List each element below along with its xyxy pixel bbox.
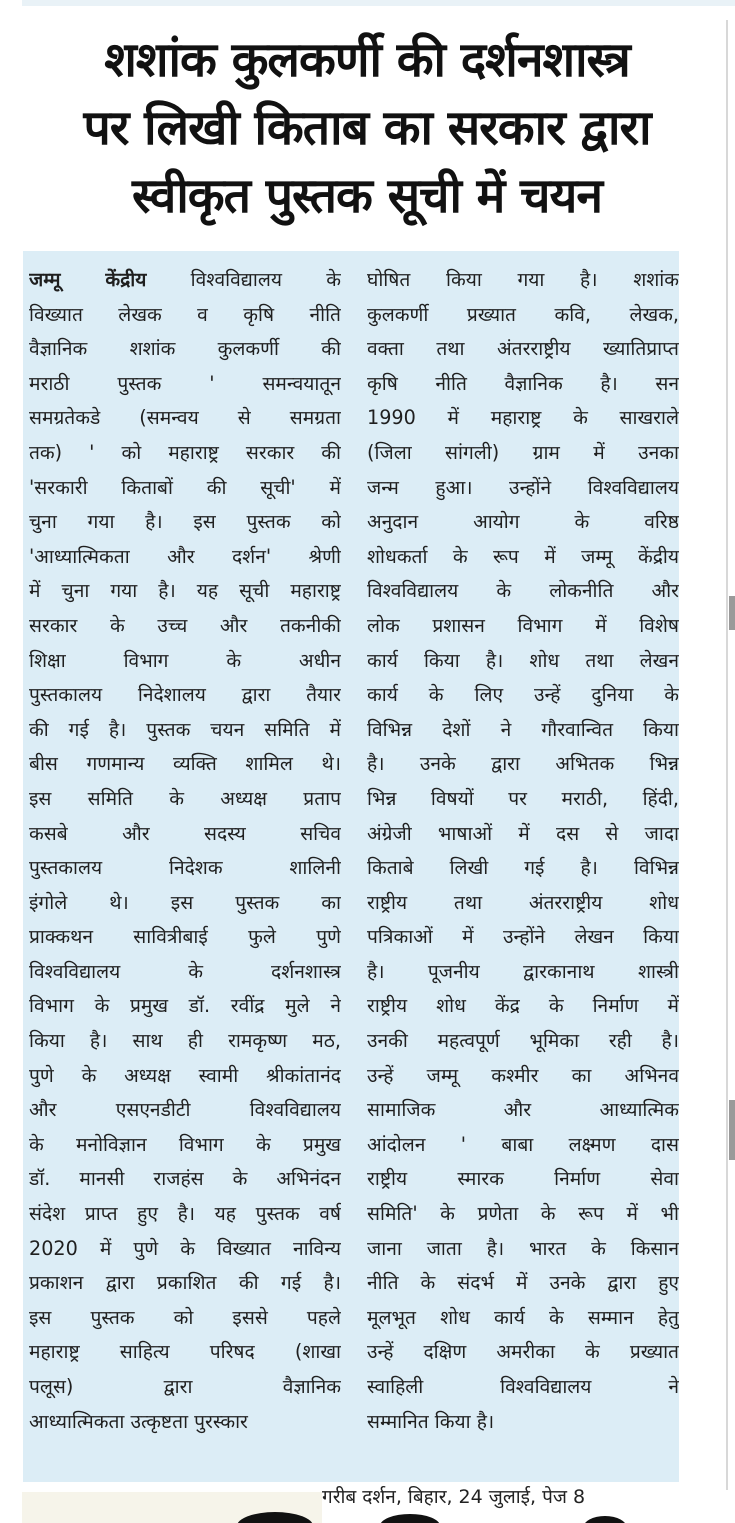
article-line: 2020 में पुणे के विख्यात नाविन्य	[29, 1236, 341, 1260]
adjacent-article-fragment	[729, 1100, 735, 1160]
article-line: घोषित किया गया है। शशांक	[367, 268, 679, 291]
article-line: किताबे लिखी गई है। विभिन्न	[367, 856, 679, 880]
headline-line-2: पर लिखी किताब का सरकार द्वारा	[83, 100, 651, 156]
article-line: 'सरकारी किताबों की सूची' में	[29, 475, 341, 499]
article-line: वक्ता तथा अंतरराष्ट्रीय ख्यातिप्राप्त	[367, 337, 679, 361]
article-line: भिन्न विषयों पर मराठी, हिंदी,	[367, 786, 679, 810]
article-line: के मनोविज्ञान विभाग के प्रमुख	[29, 1132, 341, 1156]
headline-line-3: स्वीकृत पुस्तक सूची में चयन	[131, 168, 603, 224]
article-line: इस समिति के अध्यक्ष प्रताप	[29, 786, 341, 810]
article-body	[23, 251, 679, 1482]
article-line: वैज्ञानिक शशांक कुलकर्णी की	[29, 337, 341, 361]
source-caption: गरीब दर्शन, बिहार, 24 जुलाई, पेज 8	[322, 1486, 586, 1508]
article-line: है। पूजनीय द्वारकानाथ शास्त्री	[367, 959, 679, 983]
article-line: राष्ट्रीय तथा अंतरराष्ट्रीय शोध	[367, 890, 679, 914]
article-line: अंग्रेजी भाषाओं में दस से जादा	[367, 821, 679, 845]
article-line: राष्ट्रीय स्मारक निर्माण सेवा	[367, 1167, 679, 1191]
article-line: विभाग के प्रमुख डॉ. रवींद्र मुले ने	[29, 994, 341, 1018]
article-line: शिक्षा विभाग के अधीन	[29, 648, 341, 672]
article-line: कसबे और सदस्य सचिव	[29, 821, 341, 845]
article-line: में चुना गया है। यह सूची महाराष्ट्र	[29, 579, 341, 603]
article-line: विश्वविद्यालय के लोकनीति और	[367, 579, 679, 603]
article-line: की गई है। पुस्तक चयन समिति में	[29, 717, 341, 741]
article-right-column	[367, 263, 679, 1439]
article-line: मूलभूत शोध कार्य के सम्मान हेतु	[367, 1305, 679, 1329]
article-line: विख्यात लेखक व कृषि नीति	[29, 302, 341, 326]
article-line: महाराष्ट्र साहित्य परिषद (शाखा	[29, 1340, 341, 1364]
article-line: पुणे के अध्यक्ष स्वामी श्रीकांतानंद	[29, 1063, 341, 1087]
article-line: विश्वविद्यालय के दर्शनशास्त्र	[29, 959, 341, 983]
article-line: नीति के संदर्भ में उनके द्वारा हुए	[367, 1271, 679, 1295]
article-line: और एसएनडीटी विश्वविद्यालय	[29, 1098, 341, 1122]
article-line: पुस्तकालय निदेशक शालिनी	[29, 856, 341, 880]
article-line: डॉ. मानसी राजहंस के अभिनंदन	[29, 1167, 341, 1191]
article-line: 1990 में महाराष्ट्र के साखराले	[367, 406, 679, 430]
article-line: (जिला सांगली) ग्राम में उनका	[367, 440, 679, 464]
article-line: स्वाहिली विश्वविद्यालय ने	[367, 1375, 679, 1398]
headline	[22, 26, 712, 230]
article-line: प्रकाशन द्वारा प्रकाशित की गई है।	[29, 1271, 341, 1295]
article-line: कुलकर्णी प्रख्यात कवि, लेखक,	[367, 302, 679, 326]
article-line: आध्यात्मिकता उत्कृष्टता पुरस्कार	[29, 1409, 248, 1433]
article-line: लोक प्रशासन विभाग में विशेष	[367, 613, 679, 637]
article-line: चुना गया है। इस पुस्तक को	[29, 510, 341, 534]
article-line: समिति' के प्रणेता के रूप में भी	[367, 1202, 679, 1226]
adjacent-article-fragment	[729, 596, 735, 630]
article-line: समग्रतेकडे (समन्वय से समग्रता	[29, 406, 341, 430]
article-line: पलूस) द्वारा वैज्ञानिक	[29, 1375, 341, 1398]
article-line: पत्रिकाओं में उन्होंने लेखन किया	[367, 925, 679, 949]
article-line: उनकी महत्वपूर्ण भूमिका रही है।	[367, 1029, 679, 1053]
article-line: कार्य के लिए उन्हें दुनिया के	[367, 683, 679, 707]
article-line: शोधकर्ता के रूप में जम्मू केंद्रीय	[367, 544, 679, 568]
article-line: आंदोलन ' बाबा लक्ष्मण दास	[367, 1132, 679, 1156]
article-line: सम्मानित किया है।	[367, 1409, 495, 1433]
article-line: विभिन्न देशों ने गौरवान्वित किया	[367, 717, 679, 741]
article-line: राष्ट्रीय शोध केंद्र के निर्माण में	[367, 994, 679, 1018]
column-divider	[726, 20, 728, 1490]
article-line: कृषि नीति वैज्ञानिक है। सन	[367, 371, 679, 395]
article-left-column	[29, 263, 341, 1439]
article-line: मराठी पुस्तक ' समन्वयातून	[29, 371, 341, 395]
dateline: जम्मू केंद्रीय	[29, 268, 147, 291]
article-line: इस पुस्तक को इससे पहले	[29, 1305, 341, 1329]
article-line: जन्म हुआ। उन्होंने विश्वविद्यालय	[367, 475, 679, 499]
article-line: बीस गणमान्य व्यक्ति शामिल थे।	[29, 752, 341, 776]
article-line: 'आध्यात्मिकता और दर्शन' श्रेणी	[29, 544, 341, 568]
article-line: उन्हें जम्मू कश्मीर का अभिनव	[367, 1063, 679, 1087]
article-line: जम्मू केंद्रीय विश्वविद्यालय के	[29, 268, 341, 291]
article-line: जाना जाता है। भारत के किसान	[367, 1236, 679, 1260]
article-line: सामाजिक और आध्यात्मिक	[367, 1098, 679, 1122]
article-line: अनुदान आयोग के वरिष्ठ	[367, 510, 679, 534]
article-line: उन्हें दक्षिण अमरीका के प्रख्यात	[367, 1340, 679, 1364]
article-line: किया है। साथ ही रामकृष्ण मठ,	[29, 1029, 341, 1053]
headline-line-1: शशांक कुलकर्णी की दर्शनशास्त्र	[104, 32, 630, 88]
top-strip	[22, 0, 735, 6]
article-line: कार्य किया है। शोध तथा लेखन	[367, 648, 679, 672]
article-line: पुस्तकालय निदेशालय द्वारा तैयार	[29, 683, 341, 707]
article-line: इंगोले थे। इस पुस्तक का	[29, 890, 341, 914]
article-line: संदेश प्राप्त हुए है। यह पुस्तक वर्ष	[29, 1202, 341, 1226]
next-article-fragment	[235, 1508, 635, 1523]
article-line: है। उनके द्वारा अभितक भिन्न	[367, 752, 679, 776]
article-line: सरकार के उच्च और तकनीकी	[29, 613, 341, 637]
article-line: प्राक्कथन सावित्रीबाई फुले पुणे	[29, 925, 341, 949]
article-line: तक) ' को महाराष्ट्र सरकार की	[29, 440, 341, 464]
